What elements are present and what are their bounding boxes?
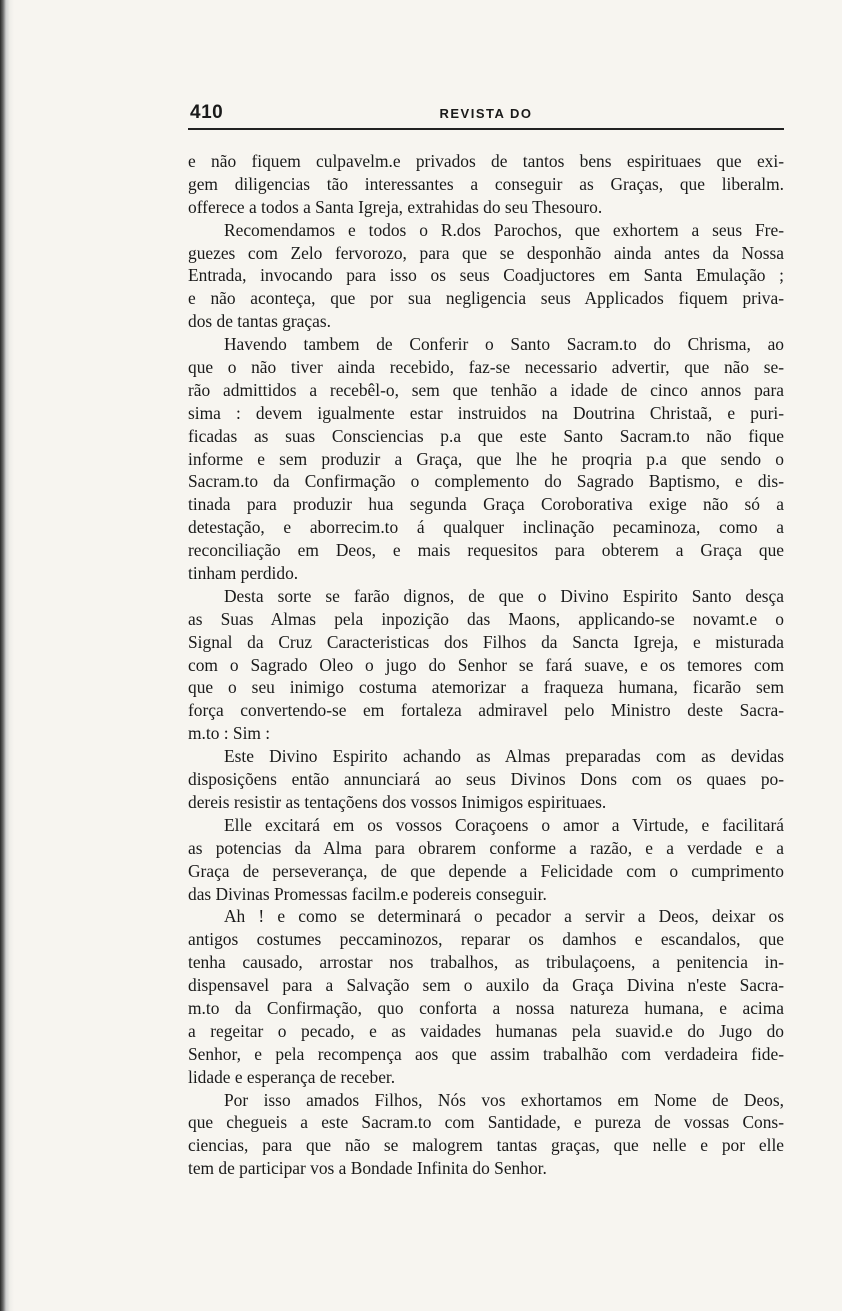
text-line: força convertendo-se em fortaleza admiravel pelo Ministro deste Sacra- [188,700,784,721]
book-page [188,100,784,1180]
text-line: Recomendamos e todos o R.dos Parochos, que exhortem a seus Fre- [224,219,784,240]
text-line: com o Sagrado Oleo o jugo do Senhor se fará suave, e os temores com [188,654,784,675]
paragraph [188,219,784,333]
page-number: 410 [190,102,224,123]
text-line: Ah ! e como se determinará o pecador a servir a Deos, deixar os [224,906,784,927]
body-text [188,150,784,1180]
text-line: Signal da Cruz Caracteristicas dos Filhos da Sancta Igreja, e misturada [188,631,784,652]
text-line: as potencias da Alma para obrarem conforme a razão, e a verdade e a [188,837,784,858]
text-line: Desta sorte se farão dignos, de que o Divino Espirito Santo desça [224,585,784,606]
paragraph [188,814,784,906]
text-line: m.to : Sim : [188,723,271,744]
text-line: reconciliação em Deos, e mais requesitos para obterem a Graça que [188,540,784,561]
text-line: que o não tiver ainda recebido, faz-se necessario advertir, que não se- [188,357,784,378]
text-line: lidade e esperança de receber. [188,1066,396,1087]
paragraph [188,150,784,219]
journal-title: REVISTA DO [439,106,533,121]
text-line: tinada para produzir hua segunda Graça Coroborativa exige não só a [188,494,784,515]
text-line: dispensavel para a Salvação sem o auxilo da Graça Divina n'este Sacra- [188,975,784,996]
text-line: as Suas Almas pela inpozição das Maons, applicando-se novamt.e o [188,608,784,629]
text-line: ficadas as suas Consciencias p.a que este Santo Sacram.to não fique [188,425,784,446]
text-line: que chegueis a este Sacram.to com Santidade, e pureza de vossas Cons- [188,1112,784,1133]
text-line: que o seu inimigo costuma atemorizar a fraqueza humana, ficarão sem [188,677,784,698]
text-line: a regeitar o pecado, e as vaidades humanas pela suavid.e do Jugo do [188,1020,784,1041]
paragraph [188,745,784,814]
text-line: Sacram.to da Confirmação o complemento do Sagrado Baptismo, e dis- [188,471,784,492]
text-line: disposiçõens então annunciará ao seus Divinos Dons com os quaes po- [188,769,784,790]
text-line: Este Divino Espirito achando as Almas preparadas com as devidas [224,746,784,767]
book-binding-edge [0,0,14,1311]
text-line: Por isso amados Filhos, Nós vos exhortamos em Nome de Deos, [224,1089,784,1110]
text-line: m.to da Confirmação, quo conforta a nossa natureza humana, e acima [188,997,784,1018]
paragraph [188,333,784,585]
text-line: Graça de perseverança, de que depende a Felicidade com o cumprimento [188,860,784,881]
text-line: e não fiquem culpavelm.e privados de tantos bens espirituaes que exi- [188,151,784,171]
text-line: das Divinas Promessas facilm.e podereis conseguir. [188,883,547,904]
text-line: Senhor, e pela recompença aos que assim trabalhão com verdadeira fide- [188,1043,784,1064]
text-line: tinham perdido. [188,563,299,584]
text-line: informe e sem produzir a Graça, que lhe he proqria p.a que sendo o [188,448,784,469]
paragraph [188,585,784,745]
text-line: gem diligencias tão interessantes a conseguir as Graças, que liberalm. [188,173,784,194]
text-line: rão admittidos a recebêl-o, sem que tenhão a idade de cinco annos para [188,379,784,400]
text-line: guezes com Zelo fervorozo, para que se desponhão ainda antes da Nossa [188,242,784,263]
text-line: offerece a todos a Santa Igreja, extrahidas do seu Thesouro. [188,196,603,217]
text-line: e não aconteça, que por sua negligencia seus Applicados fiquem priva- [188,288,784,309]
text-line: ciencias, para que não se malogrem tantas graças, que nelle e por elle [188,1135,784,1156]
text-line: Havendo tambem de Conferir o Santo Sacram.to do Chrisma, ao [224,334,784,355]
paragraph [188,1089,784,1181]
text-line: detestação, e aborrecim.to á qualquer inclinação pecaminoza, como a [188,517,784,538]
text-line: tem de participar vos a Bondade Infinita do Senhor. [188,1158,547,1179]
text-line: Entrada, invocando para isso os seus Coadjuctores em Santa Emulação ; [188,265,784,286]
text-line: dos de tantas graças. [188,311,331,332]
paragraph [188,905,784,1088]
text-line: antigos costumes peccaminozos, reparar os damhos e escandalos, que [188,929,784,950]
text-line: dereis resistir as tentaçõens dos vossos Inimigos espirituaes. [188,791,607,812]
running-head [188,100,784,130]
text-line: sima : devem igualmente estar instruidos na Doutrina Christaã, e puri- [188,402,784,423]
text-line: tenha causado, arrostar nos trabalhos, as tribulaçoens, a penitencia in- [188,952,784,973]
text-line: Elle excitará em os vossos Coraçoens o amor a Virtude, e facilitará [224,814,784,835]
